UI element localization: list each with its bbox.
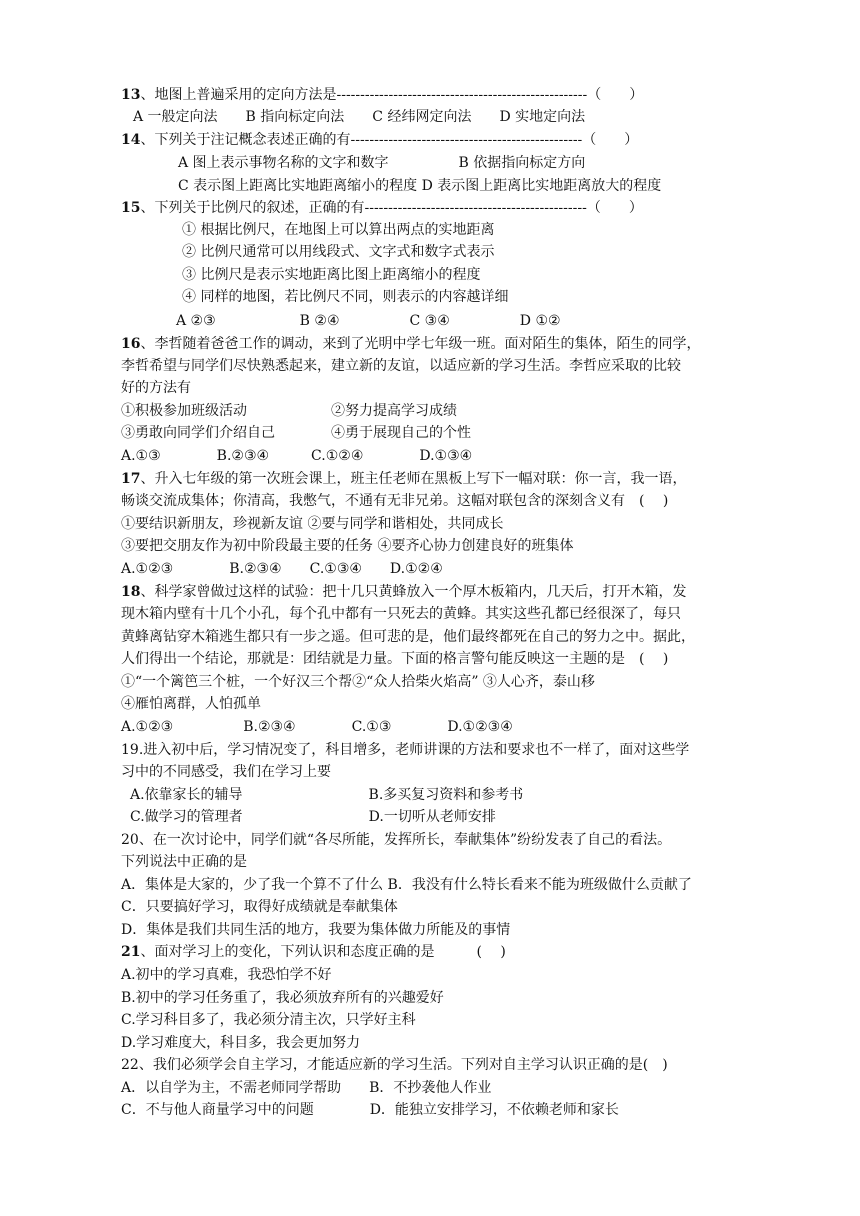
question-number: 17 (121, 471, 141, 487)
question-20-stem: 20、在一次讨论中，同学们就“各尽所能，发挥所长，奉献集体”纷纷发表了自己的看法。 (121, 832, 672, 848)
question-number: 13 (121, 87, 141, 103)
question-13-options: A 一般定向法 B 指向标定向法 C 经纬网定向法 D 实地定向法 (133, 109, 586, 125)
question-18-stem-3: 黄蜂离钻穿木箱逃生都只有一步之遥。但可悲的是，他们最终都死在自己的努力之中。据此， (121, 629, 695, 645)
question-17-stem: 17、升入七年级的第一次班会课上，班主任老师在黑板上写下一幅对联：你一言，我一语， (121, 471, 687, 487)
question-18-stem-2: 现木箱内壁有十几个小孔，每个孔中都有一只死去的黄蜂。其实这些孔都已经很深了，每只 (121, 606, 681, 622)
question-15-statement-3: ③ 比例尺是表示实地距离比图上距离缩小的程度 (182, 267, 481, 283)
question-16-items-34: ③勇敢向同学们介绍自己 ④勇于展现自己的个性 (121, 425, 471, 441)
question-14-stem: 14、下列关于注记概念表述正确的有-------------------------------------------------（ ） (121, 132, 639, 148)
question-22-stem: 22、我们必须学会自主学习，才能适应新的学习生活。下列对自主学习认识正确的是( ) (121, 1057, 668, 1073)
question-15-statement-1: ① 根据比例尺，在地图上可以算出两点的实地距离 (182, 222, 495, 238)
question-17-stem-2: 畅谈交流成集体；你清高，我憋气，不通有无非兄弟。这幅对联包含的深刻含义有 ( ) (121, 493, 669, 509)
question-20-option-d: D．集体是我们共同生活的地方，我要为集体做力所能及的事情 (121, 922, 511, 938)
question-15-stem: 15、下列关于比例尺的叙述，正确的有-----------------------------------------------（ ） (121, 200, 643, 216)
question-18-options: A.①②③ B.②③④ C.①③ D.①②③④ (121, 719, 513, 735)
question-21-option-c: C.学习科目多了，我必须分清主次，只学好主科 (121, 1012, 416, 1028)
question-19-options-cd: C.做学习的管理者 D.一切听从老师安排 (130, 809, 496, 825)
question-20-options-ab: A．集体是大家的，少了我一个算不了什么 B．我没有什么特长看来不能为班级做什么贡献了 (121, 877, 692, 893)
question-18-stem: 18、科学家曾做过这样的试验：把十几只黄蜂放入一个厚木板箱内，几天后，打开木箱，发 (121, 584, 687, 600)
question-15-statement-2: ② 比例尺通常可以用线段式、文字式和数字式表示 (182, 244, 495, 260)
question-15-statement-4: ④ 同样的地图，若比例尺不同，则表示的内容越详细 (182, 289, 509, 305)
question-21-stem: 21、面对学习上的变化，下列认识和态度正确的是 ( ) (121, 944, 506, 960)
question-21-option-b: B.初中的学习任务重了，我必须放弃所有的兴趣爱好 (121, 990, 444, 1006)
question-20-option-c: C．只要搞好学习，取得好成绩就是奉献集体 (121, 899, 398, 915)
question-16-options: A.①③ B.②③④ C.①②④ D.①③④ (121, 448, 473, 464)
question-17-items-12: ①要结识新朋友，珍视新友谊 ②要与同学和谐相处，共同成长 (121, 516, 504, 532)
question-15-options: A ②③ B ②④ C ③④ D ①② (176, 313, 561, 329)
question-16-items-12: ①积极参加班级活动 ②努力提高学习成绩 (121, 403, 457, 419)
question-number: 15 (121, 200, 141, 216)
question-16-stem: 16、李哲随着爸爸工作的调动，来到了光明中学七年级一班。面对陌生的集体，陌生的同学， (121, 336, 701, 352)
question-14-options-ab: A 图上表示事物名称的文字和数字 B 依据指向标定方向 (178, 155, 586, 171)
question-number: 14 (121, 132, 141, 148)
question-number: 18 (121, 584, 141, 600)
question-14-options-cd: C 表示图上距离比实地距离缩小的程度 D 表示图上距离比实地距离放大的程度 (178, 178, 662, 194)
question-19-stem: 19.进入初中后，学习情况变了，科目增多，老师讲课的方法和要求也不一样了，面对这些学 (121, 742, 690, 758)
question-18-stem-4: 人们得出一个结论，那就是：团结就是力量。下面的格言警句能反映这一主题的是 ( ) (121, 651, 669, 667)
question-18-item-4: ④雁怕离群，人怕孤单 (121, 696, 261, 712)
question-17-items-34: ③要把交朋友作为初中阶段最主要的任务 ④要齐心协力创建良好的班集体 (121, 538, 574, 554)
question-19-stem-2: 习中的不同感受，我们在学习上要 (121, 764, 331, 780)
question-number: 21 (121, 944, 141, 960)
question-number: 16 (121, 336, 141, 352)
question-21-option-d: D.学习难度大，科目多，我会更加努力 (121, 1035, 361, 1051)
question-21-option-a: A.初中的学习真难，我恐怕学不好 (121, 967, 332, 983)
question-20-stem-2: 下列说法中正确的是 (121, 854, 247, 870)
question-17-options: A.①②③ B.②③④ C.①③④ D.①②④ (121, 561, 443, 577)
question-19-options-ab: A.依靠家长的辅导 B.多买复习资料和参考书 (130, 787, 524, 803)
question-22-options-cd: C．不与他人商量学习中的问题 D．能独立安排学习，不依赖老师和家长 (121, 1102, 619, 1118)
question-13-stem: 13、地图上普遍采用的定向方法是-----------------------------------------------------（ ） (121, 87, 644, 103)
question-16-stem-3: 好的方法有 (121, 380, 191, 396)
question-18-items-123: ①“一个篱笆三个桩，一个好汉三个帮②“众人拾柴火焰高” ③人心齐，泰山移 (121, 674, 595, 690)
question-22-options-ab: A．以自学为主，不需老师同学帮助 B．不抄袭他人作业 (121, 1080, 492, 1096)
question-16-stem-2: 李哲希望与同学们尽快熟悉起来，建立新的友谊，以适应新的学习生活。李哲应采取的比较 (121, 358, 681, 374)
